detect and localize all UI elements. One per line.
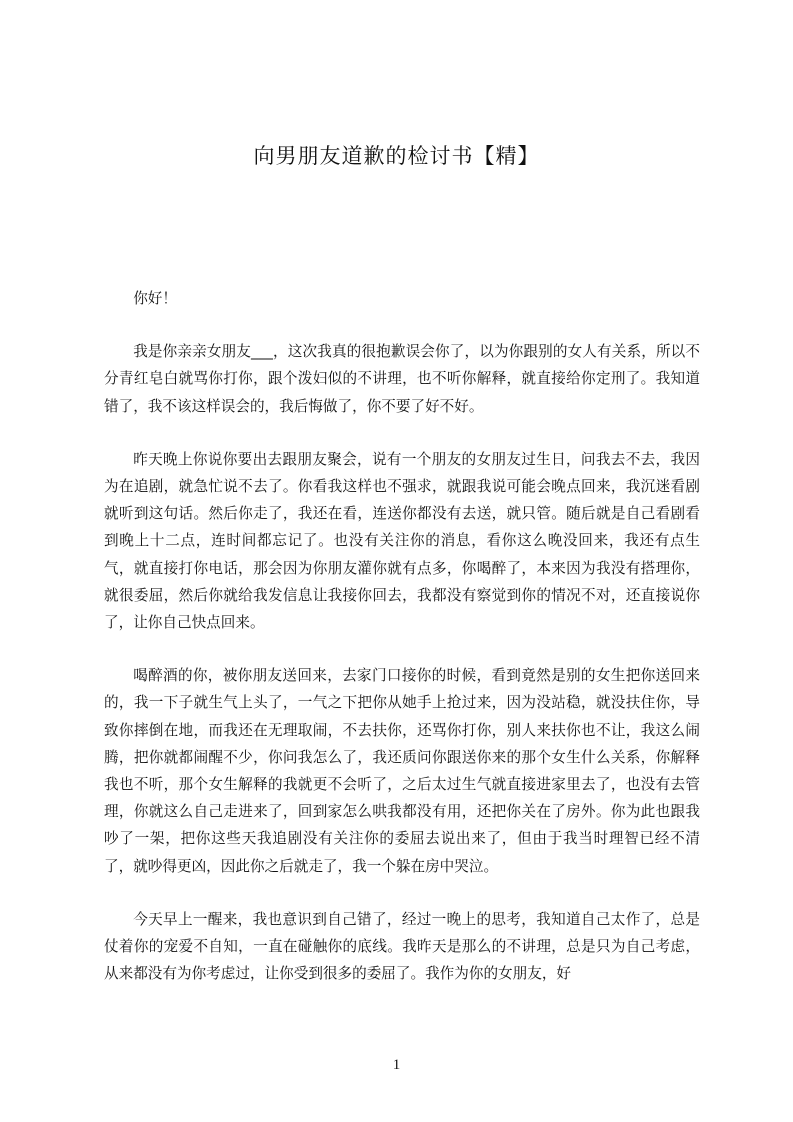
paragraph-1: 我是你亲亲女朋友___，这次我真的很抱歉误会你了，以为你跟别的女人有关系，所以不分青红皂白就骂你打你，跟个泼妇似的不讲理，也不听你解释，就直接给你定刑了。我知道错了，我不该这样误会的，我后悔做了，你不要了好不好。: [104, 343, 700, 415]
paragraph-2: 昨天晚上你说你要出去跟朋友聚会，说有一个朋友的女朋友过生日，问我去不去，我因为在追剧，就急忙说不去了。你看我这样也不强求，就跟我说可能会晚点回来，我沉迷看剧就听到这句话。然后你走了，我还在看，连送你都没有去送，就只管。随后就是自己看剧看到晚上十二点，连时间都忘记了。也没有关注你的消息，看你这么晚没回来，我还有点生气，就直接打你电话，那会因为你朋友灌你就有点多，你喝醉了，本来因为我没有搭理你，就很委屈，然后你就给我发信息让我接你回去，我都没有察觉到你的情况不对，还直接说你了，让你自己快点回来。: [104, 450, 700, 632]
paragraph-3: 喝醉酒的你，被你朋友送回来，去家门口接你的时候，看到竟然是别的女生把你送回来的，我一下子就生气上头了，一气之下把你从她手上抢过来，因为没站稳，就没扶住你，导致你摔倒在地，而我还在无理取闹，不去扶你，还骂你打你，别人来扶你也不让，我这么闹腾，把你就都闹醒不少，你问我怎么了，我还质问你跟送你来的那个女生什么关系，你解释我也不听，那个女生解释的我就更不会听了，之后太过生气就直接进家里去了，也没有去管理，你就这么自己走进来了，回到家怎么哄我都没有用，还把你关在了房外。你为此也跟我吵了一架，把你这些天我追剧没有关注你的委屈去说出来了，但由于我当时理智已经不清了，就吵得更凶，因此你之后就走了，我一个躲在房中哭泣。: [104, 667, 700, 875]
document-body: [104, 285, 700, 1013]
greeting: 你好！: [133, 290, 177, 307]
paragraph-4: 今天早上一醒来，我也意识到自己错了，经过一晚上的思考，我知道自己太作了，总是仗着你的宠爱不自知，一直在碰触你的底线。我昨天是那么的不讲理，总是只为自己考虑，从来都没有为你考虑过，让你受到很多的委屈了。我作为你的女朋友，好: [104, 910, 700, 983]
document-title: 向男朋友道歉的检讨书【精】: [253, 144, 540, 168]
page-number: 1: [392, 1057, 401, 1073]
